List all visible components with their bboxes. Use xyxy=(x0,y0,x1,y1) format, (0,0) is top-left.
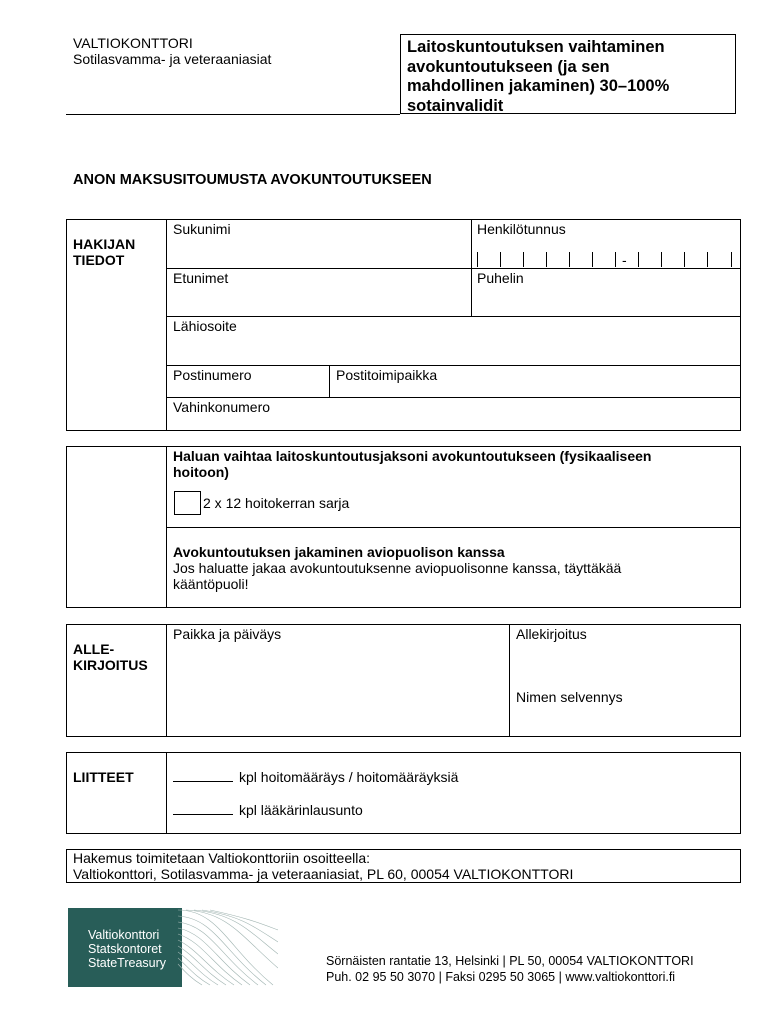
submission-text: Hakemus toimitetaan Valtiokonttoriin osoitteella: xyxy=(73,850,371,866)
row-rule xyxy=(166,397,741,398)
signature-section-label: ALLE- xyxy=(73,641,115,657)
row-rule xyxy=(166,316,741,317)
logo-text: Valtiokonttori xyxy=(88,928,160,942)
applicant-section-label: TIEDOT xyxy=(73,252,125,268)
applicant-section-label: HAKIJAN xyxy=(73,236,136,252)
sharing-heading: Avokuntoutuksen jakaminen aviopuolison kanssa xyxy=(173,544,505,560)
form-title xyxy=(400,34,736,114)
rehab-heading: hoitoon) xyxy=(173,464,229,480)
footer-contact: Puh. 02 95 50 3070 | Faksi 0295 50 3065 | www.valtiokonttori.fi xyxy=(326,970,676,984)
submission-address: Valtiokonttori, Sotilasvamma- ja veteraaniasiat, PL 60, 00054 VALTIOKONTTORI xyxy=(73,866,574,882)
signature-section-label: KIRJOITUS xyxy=(73,657,148,673)
post-office-field[interactable]: Postitoimipaikka xyxy=(336,367,438,383)
form-heading: ANON MAKSUSITOUMUSTA AVOKUNTOUTUKSEEN xyxy=(73,172,432,188)
place-date-field[interactable]: Paikka ja päiväys xyxy=(173,626,282,642)
first-names-field[interactable]: Etunimet xyxy=(173,270,229,286)
attachments-divider xyxy=(166,752,167,834)
address-field[interactable]: Lähiosoite xyxy=(173,318,237,334)
logo-text: StateTreasury xyxy=(88,956,167,970)
signature-field[interactable]: Allekirjoitus xyxy=(516,626,587,642)
attachments-section xyxy=(66,752,741,834)
form-title-line: avokuntoutukseen (ja sen xyxy=(407,57,610,76)
ssn-field[interactable]: Henkilötunnus xyxy=(477,221,566,237)
column-rule xyxy=(329,365,330,397)
attachment-count-input[interactable] xyxy=(173,771,233,782)
attachment-item-label: kpl hoitomääräys / hoitomääräyksiä xyxy=(239,769,459,785)
attachment-item xyxy=(173,769,458,785)
surname-field[interactable]: Sukunimi xyxy=(173,221,231,237)
sharing-text: Jos haluatte jakaa avokuntoutuksenne aviopuolisonne kanssa, täyttäkää xyxy=(173,560,622,576)
attachment-item xyxy=(173,802,363,818)
footer-address: Sörnäisten rantatie 13, Helsinki | PL 50, 00054 VALTIOKONTTORI xyxy=(326,954,694,968)
name-clarification-field[interactable]: Nimen selvennys xyxy=(516,689,623,705)
form-title-line: sotainvalidit xyxy=(407,96,504,115)
treatment-series-label: 2 x 12 hoitokerran sarja xyxy=(203,495,350,511)
rehab-rule xyxy=(166,527,741,528)
attachments-section-label: LIITTEET xyxy=(73,769,134,785)
form-title-line: Laitoskuntoutuksen vaihtaminen xyxy=(407,38,665,56)
attachment-item-label: kpl lääkärinlausunto xyxy=(239,802,363,818)
department-name: Sotilasvamma- ja veteraaniasiat xyxy=(73,51,272,67)
applicant-section xyxy=(66,219,741,431)
row-rule xyxy=(166,268,741,269)
phone-field[interactable]: Puhelin xyxy=(477,270,524,286)
rehab-heading: Haluan vaihtaa laitoskuntoutusjaksoni avokuntoutukseen (fysikaaliseen xyxy=(173,448,652,464)
treatment-series-checkbox[interactable] xyxy=(174,491,201,515)
valtiokonttori-logo xyxy=(68,908,278,987)
attachment-count-input[interactable] xyxy=(173,804,233,815)
injury-number-field[interactable]: Vahinkonumero xyxy=(173,399,271,415)
row-rule xyxy=(166,365,741,366)
signature-column-rule xyxy=(509,624,510,737)
sharing-text: kääntöpuoli! xyxy=(173,576,249,592)
logo-text: Statskontoret xyxy=(88,942,162,956)
form-title-line: mahdollinen jakaminen) 30–100% xyxy=(407,77,670,95)
applicant-divider xyxy=(166,219,167,431)
postal-code-field[interactable]: Postinumero xyxy=(173,367,252,383)
header-rule xyxy=(66,114,400,115)
column-rule xyxy=(471,219,472,316)
org-name: VALTIOKONTTORI xyxy=(73,35,193,51)
ssn-dash: - xyxy=(622,252,627,268)
signature-divider xyxy=(166,624,167,737)
signature-section xyxy=(66,624,741,737)
